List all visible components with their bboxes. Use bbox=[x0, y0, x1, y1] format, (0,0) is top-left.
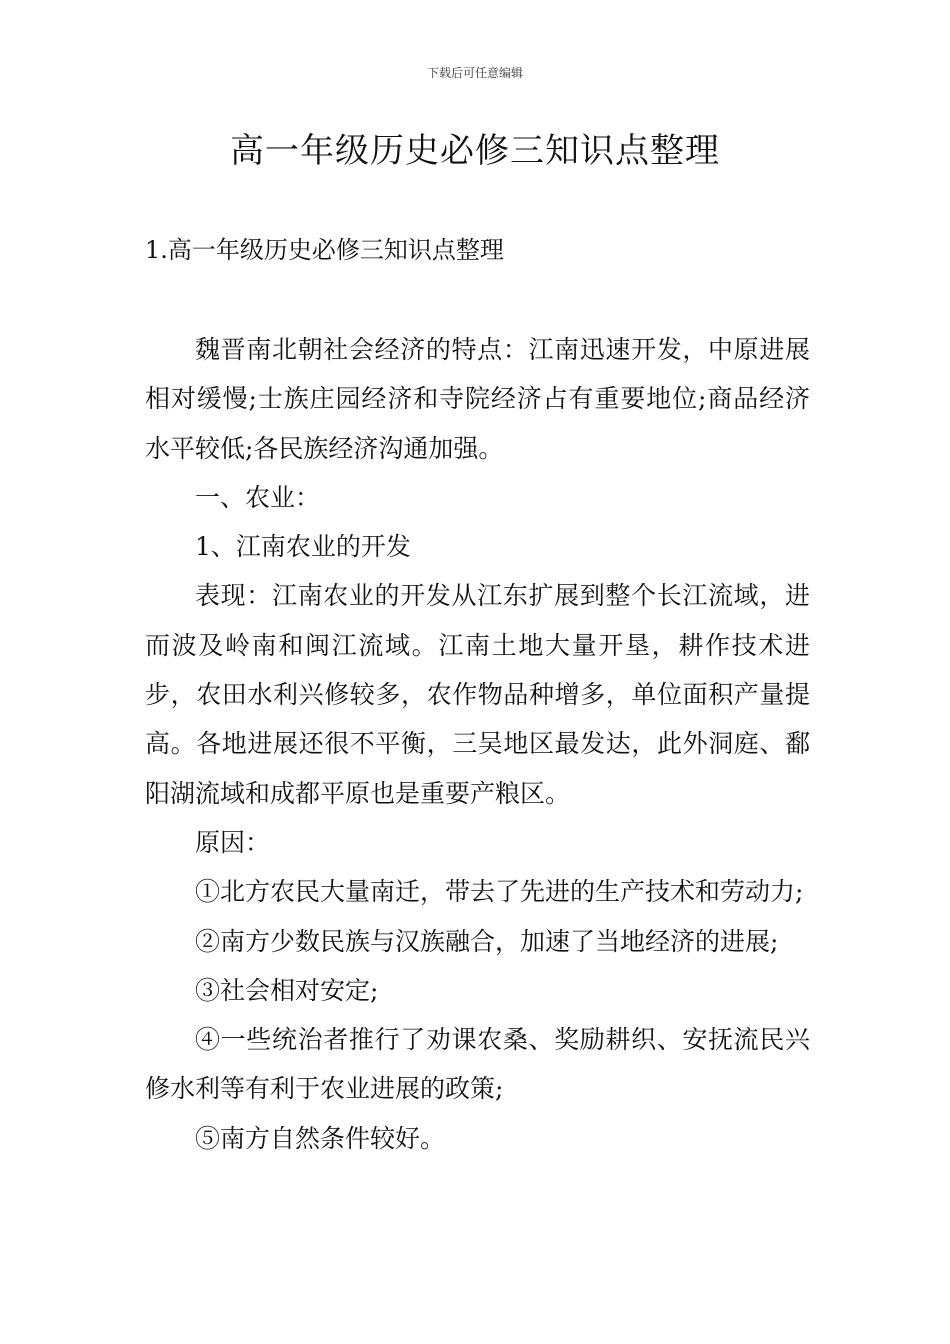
document-body bbox=[145, 325, 810, 1163]
paragraph-reasons-heading: 原因： bbox=[195, 827, 271, 857]
section-heading: 1.高一年级历史必修三知识点整理 bbox=[145, 236, 504, 264]
paragraph-reason-3: ③社会相对安定; bbox=[195, 975, 379, 1005]
header-note: 下载后可任意编辑 bbox=[426, 66, 523, 80]
paragraph-manifestation: 表现：江南农业的开发从江东扩展到整个长江流域，进而波及岭南和闽江流域。江南土地大量开垦，耕作技术进步，农田水利兴修较多，农作物品种增多，单位面积产量提高。各地进展还很不平衡，三吴地区最发达，此外洞庭、鄱阳湖流域和成都平原也是重要产粮区。 bbox=[145, 581, 810, 808]
document-title: 高一年级历史必修三知识点整理 bbox=[230, 131, 720, 171]
paragraph-reason-1: ①北方农民大量南迁，带去了先进的生产技术和劳动力; bbox=[195, 877, 804, 907]
paragraph-reason-4: ④一些统治者推行了劝课农桑、奖励耕织、安抚流民兴修水利等有利于农业进展的政策; bbox=[145, 1025, 810, 1104]
paragraph-agriculture-heading: 一、农业： bbox=[195, 482, 321, 512]
paragraph-characteristics: 魏晋南北朝社会经济的特点：江南迅速开发，中原进展相对缓慢;士族庄园经济和寺院经济占有重要地位;商品经济水平较低;各民族经济沟通加强。 bbox=[145, 335, 810, 463]
paragraph-reason-5: ⑤南方自然条件较好。 bbox=[195, 1123, 446, 1153]
paragraph-jiangnan-heading: 1、江南农业的开发 bbox=[195, 532, 411, 562]
paragraph-reason-2: ②南方少数民族与汉族融合，加速了当地经济的进展; bbox=[195, 926, 779, 956]
